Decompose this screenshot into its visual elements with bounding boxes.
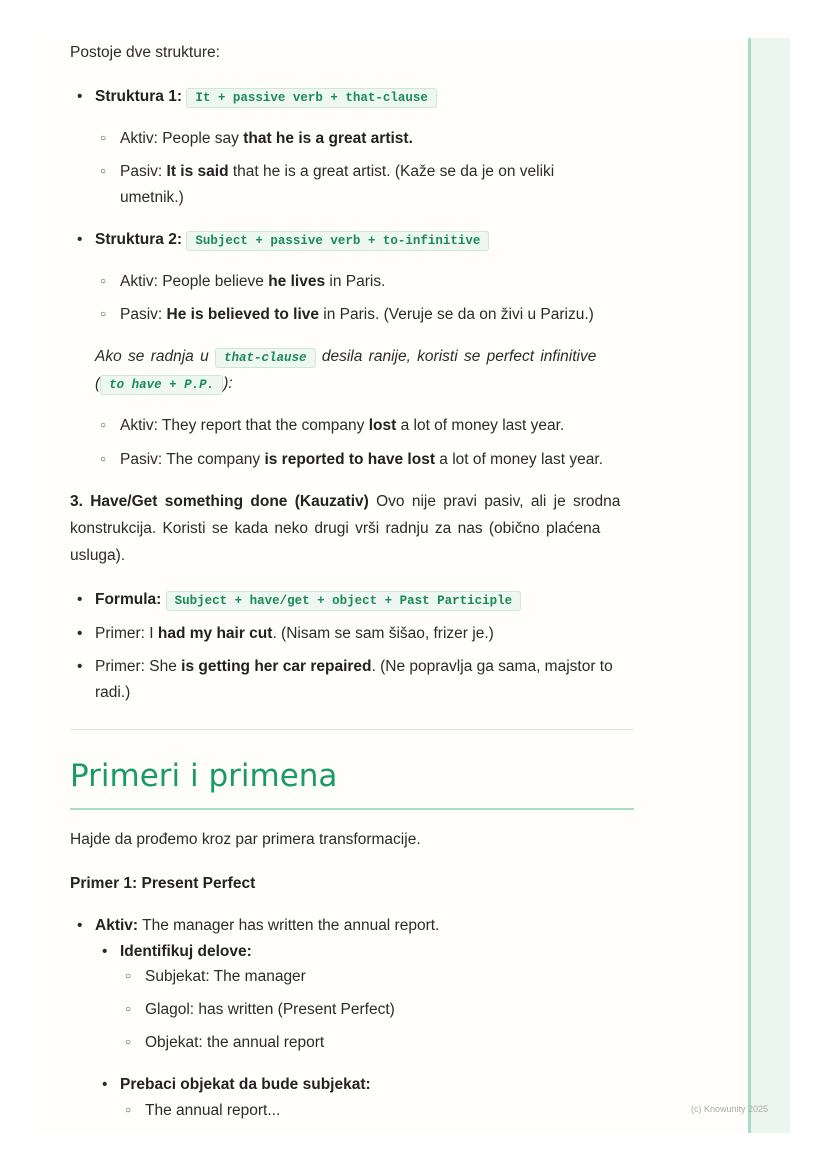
s2-aktiv: ○ Aktiv: People believe he lives in Paris. <box>120 269 385 295</box>
heading-intro: Hajde da prođemo kroz par primera transformacije. <box>70 831 421 848</box>
p1-prebaci: • Prebaci objekat da bude subjekat: <box>120 1072 371 1098</box>
struktura-2: • Struktura 2: Subject + passive verb + to-infinitive <box>95 227 489 254</box>
formula: • Formula: Subject + have/get + object + Past Participle <box>95 587 521 614</box>
primer-2: • Primer: She is getting her car repaired. (Ne popravlja ga sama, majstor to <box>95 654 613 680</box>
s1-pasiv-cont: umetnik.) <box>120 189 184 206</box>
struktura-1: • Struktura 1: It + passive verb + that-clause <box>95 84 437 111</box>
primer-2-cont: radi.) <box>95 684 131 701</box>
intro-text: Postoje dve strukture: <box>70 44 220 61</box>
s2-pasiv: ○ Pasiv: He is believed to live in Paris. (Veruje se da on živi u Parizu.) <box>120 302 594 328</box>
kauzativ-line1: 3. Have/Get something done (Kauzativ) Ovo nije pravi pasiv, ali je srodna <box>70 493 621 510</box>
s1-aktiv: ○ Aktiv: People say that he is a great artist. <box>120 126 413 152</box>
p1-ident: • Identifikuj delove: <box>120 939 252 965</box>
code-s1: It + passive verb + that-clause <box>186 88 437 108</box>
note-line2: ( to have + P.P. ): <box>95 371 233 398</box>
ex-aktiv: ○ Aktiv: They report that the company lost a lot of money last year. <box>120 413 564 439</box>
p1-prebaci-item: ○ The annual report... <box>145 1098 280 1124</box>
heading-underline <box>70 808 634 810</box>
code-formula: Subject + have/get + object + Past Participle <box>166 591 522 611</box>
kauzativ-line2: konstrukcija. Koristi se kada neko drugi vrši radnju za nas (obično plaćena <box>70 520 601 537</box>
kauzativ-line3: usluga). <box>70 547 126 564</box>
ex-pasiv: ○ Pasiv: The company is reported to have lost a lot of money last year. <box>120 447 603 473</box>
p1-aktiv: • Aktiv: The manager has written the annual report. <box>95 913 439 939</box>
p1-item: ○ Glagol: has written (Present Perfect) <box>145 997 395 1023</box>
code-s2: Subject + passive verb + to-infinitive <box>186 231 489 251</box>
primer1-title: Primer 1: Present Perfect <box>70 875 256 892</box>
divider <box>70 729 634 730</box>
note-line1: Ako se radnja u that-clause desila ranije, koristi se perfect infinitive <box>95 344 596 371</box>
p1-item: ○ Subjekat: The manager <box>145 964 306 990</box>
side-bar <box>748 38 790 1133</box>
footer-copyright: (c) Knowunity 2025 <box>691 1104 769 1114</box>
primer-1: • Primer: I had my hair cut. (Nisam se sam šišao, frizer je.) <box>95 621 494 647</box>
s1-pasiv: ○ Pasiv: It is said that he is a great artist. (Kaže se da je on veliki <box>120 159 554 185</box>
p1-item: ○ Objekat: the annual report <box>145 1030 324 1056</box>
section-heading: Primeri i primena <box>70 758 338 794</box>
